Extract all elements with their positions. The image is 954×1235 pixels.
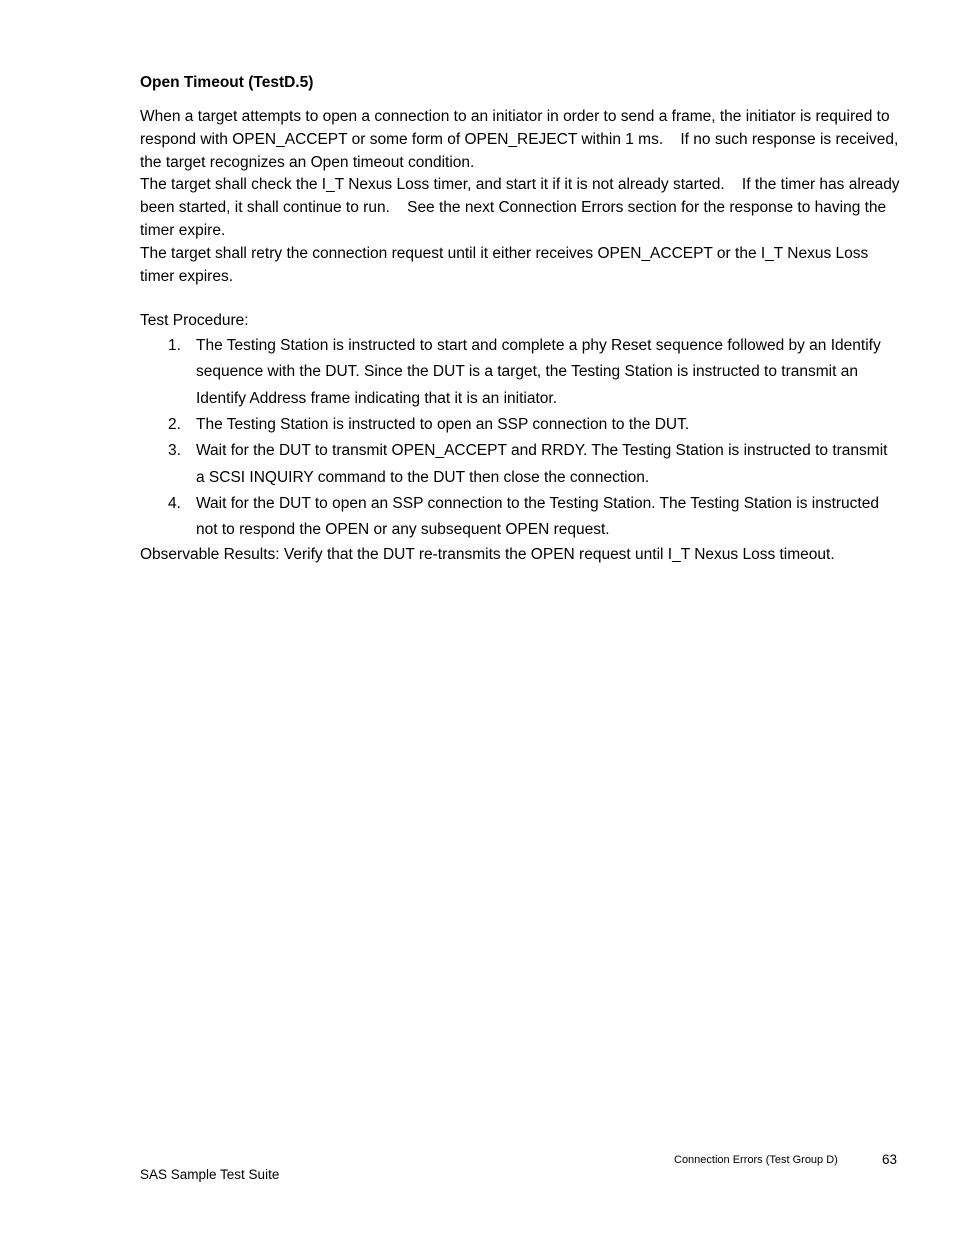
page-number: 63 bbox=[882, 1152, 898, 1167]
step-text: The Testing Station is instructed to start and complete a phy Reset sequence followed by an Identify sequence with the DUT. Since the DUT is a target, the Testing Station is instructed to transmit an Identify Address frame indicating that it is an initiator. bbox=[196, 337, 881, 407]
step-number: 1. bbox=[168, 337, 181, 355]
footer-doc-title: SAS Sample Test Suite bbox=[140, 1167, 280, 1182]
step-text: Wait for the DUT to open an SSP connection to the Testing Station. The Testing Station is instructed not to respond the OPEN or any subsequent OPEN request. bbox=[196, 494, 879, 539]
paragraph-3: The target shall retry the connection request until it either receives OPEN_ACCEPT or the I_T Nexus Loss timer expires. bbox=[140, 244, 869, 285]
step-number: 4. bbox=[168, 494, 181, 512]
procedure-heading: Test Procedure: bbox=[140, 312, 249, 330]
step-text: The Testing Station is instructed to open an SSP connection to the DUT. bbox=[196, 416, 690, 434]
step-number: 2. bbox=[168, 416, 181, 434]
paragraph-2: The target shall check the I_T Nexus Loss timer, and start it if it is not already started. If the timer has already been started, it shall continue to run. See the next Connection Errors section for the response to having the timer expire. bbox=[140, 176, 904, 239]
observable-results: Observable Results: Verify that the DUT re-transmits the OPEN request until I_T Nexus Loss timeout. bbox=[140, 545, 835, 563]
procedure-steps bbox=[140, 333, 900, 543]
step-text: Wait for the DUT to transmit OPEN_ACCEPT and RRDY. The Testing Station is instructed to transmit a SCSI INQUIRY command to the DUT then close the connection. bbox=[196, 442, 888, 486]
procedure-step bbox=[168, 438, 900, 491]
procedure-step bbox=[168, 491, 900, 544]
paragraph-1: When a target attempts to open a connection to an initiator in order to send a frame, the initiator is required to respond with OPEN_ACCEPT or some form of OPEN_REJECT within 1 ms. If no such response is received, the target recognizes an Open timeout condition. bbox=[140, 108, 903, 171]
procedure-step bbox=[168, 333, 900, 412]
footer-section-name: Connection Errors (Test Group D) bbox=[674, 1154, 838, 1166]
section-title: Open Timeout (TestD.5) bbox=[140, 74, 314, 91]
step-number: 3. bbox=[168, 442, 181, 460]
section-body bbox=[140, 106, 904, 566]
spacer bbox=[140, 288, 900, 310]
procedure-step bbox=[168, 412, 900, 438]
